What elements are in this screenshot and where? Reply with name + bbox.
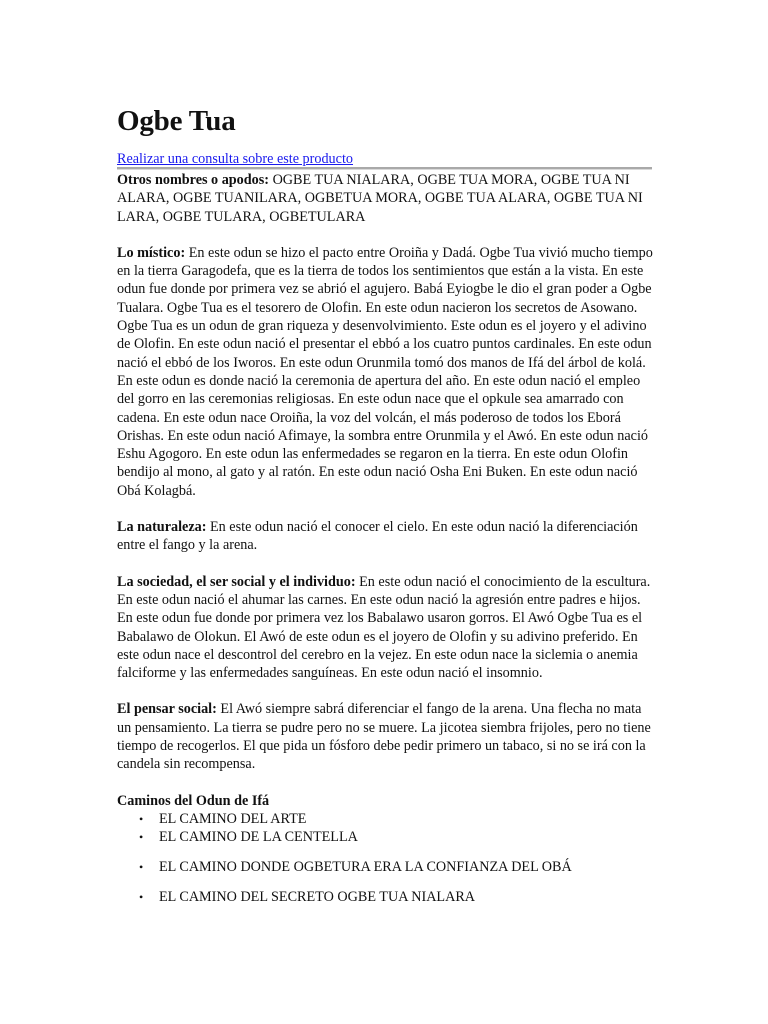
la-naturaleza-label: La naturaleza: bbox=[117, 519, 207, 536]
list-item bbox=[117, 858, 655, 876]
caminos-heading: Caminos del Odun de Ifá bbox=[117, 792, 270, 809]
la-sociedad-label: La sociedad, el ser social y el individuo: bbox=[117, 573, 356, 590]
list-item bbox=[117, 828, 655, 846]
bullet-icon: • bbox=[139, 829, 144, 844]
list-item-label: EL CAMINO DEL ARTE bbox=[159, 810, 307, 827]
lo-mistico-text: En este odun se hizo el pacto entre Oroiña y Dadá. Ogbe Tua vivió mucho tiempo en la tierra Garagodefa, que es la tierra de todos los sentimientos que están a la vista. En este odun fue donde por primera vez se abrió el agujero. Babá Eyiogbe le dio el gran poder a Ogbe Tualara. Ogbe Tua es el tesorero de Olofin. En este odun nacieron los secretos de Asowano. Ogbe Tua es un odun de gran riqueza y desenvolvimiento. Este odun es el joyero y el adivino de Olofin. En este odun nació el presentar el ebbó a los cuatro puntos cardinales. En este odun nació el ebbó de los Iworos. En este odun Orunmila tomó dos manos de Ifá del árbol de kolá. En este odun es donde nació la ceremonia de apertura del año. En este odun nació el empleo del gorro en las ceremonias religiosas. En este odun nace que el opkule sea amarrado con cadena. En este odun nace Oroiña, la voz del volcán, el más poderoso de todos los Eborá Orishas. En este odun nació Afimaye, la sombra entre Orunmila y el Awó. En este odun nació Eshu Agogoro. En este odun las enfermedades se regaron en la tierra. En este odun Olofin bendijo al mono, al gato y al ratón. En este odun nació Osha Eni Buken. En este odun nació Obá Kolagbá. bbox=[117, 244, 653, 499]
la-naturaleza-text: En este odun nació el conocer el cielo. En este odun nació la diferenciación entre el fango y la arena. bbox=[117, 519, 638, 554]
el-pensar-social-paragraph bbox=[117, 700, 655, 773]
list-item bbox=[117, 810, 655, 828]
list-item-label: EL CAMINO DONDE OGBETURA ERA LA CONFIANZA DEL OBÁ bbox=[159, 858, 572, 875]
bullet-icon: • bbox=[139, 811, 144, 826]
otros-nombres-text: OGBE TUA NIALARA, OGBE TUA MORA, OGBE TUA NI ALARA, OGBE TUANILARA, OGBETUA MORA, OGBE TUA ALARA, OGBE TUA NI LARA, OGBE TULARA, OGBETULARA bbox=[117, 172, 643, 225]
list-item-label: EL CAMINO DE LA CENTELLA bbox=[159, 828, 358, 845]
otros-nombres-label: Otros nombres o apodos: bbox=[117, 172, 270, 188]
otros-nombres-paragraph bbox=[117, 171, 655, 226]
list-item-label: EL CAMINO DEL SECRETO OGBE TUA NIALARA bbox=[159, 888, 476, 905]
page-title: Ogbe Tua bbox=[117, 105, 236, 137]
la-sociedad-paragraph bbox=[117, 573, 655, 683]
el-pensar-social-label: El pensar social: bbox=[117, 701, 217, 718]
bullet-icon: • bbox=[139, 889, 144, 904]
el-pensar-social-text: El Awó siempre sabrá diferenciar el fango de la arena. Una flecha no mata un pensamiento. La tierra se pudre pero no se muere. La jicotea siembra frijoles, pero no tiene tiempo de recogerlos. El que pida un fósforo debe pedir primero un tabaco, si no se irá con la candela sin recompensa. bbox=[117, 701, 651, 773]
list-item bbox=[117, 888, 655, 906]
document-page bbox=[117, 104, 655, 906]
bullet-icon: • bbox=[139, 859, 144, 874]
lo-mistico-paragraph bbox=[117, 244, 655, 500]
la-sociedad-text: En este odun nació el conocimiento de la escultura. En este odun nació el ahumar las carnes. En este odun nació la agresión entre padres e hijos. En este odun fue donde por primera vez los Babalawo usaron gorros. El Awó Ogbe Tua es el Babalawo de Olokun. El Awó de este odun es el joyero de Olofin y su adivino preferido. En este odun nace el descontrol del cerebro en la vejez. En este odun nace la siclemia o anemia falciforme y las enfermedades sanguíneas. En este odun nació el insomnio. bbox=[117, 573, 651, 682]
la-naturaleza-paragraph bbox=[117, 518, 655, 555]
caminos-list bbox=[117, 810, 655, 906]
lo-mistico-label: Lo místico: bbox=[117, 244, 186, 261]
consult-link[interactable]: Realizar una consulta sobre este producto bbox=[117, 151, 353, 167]
